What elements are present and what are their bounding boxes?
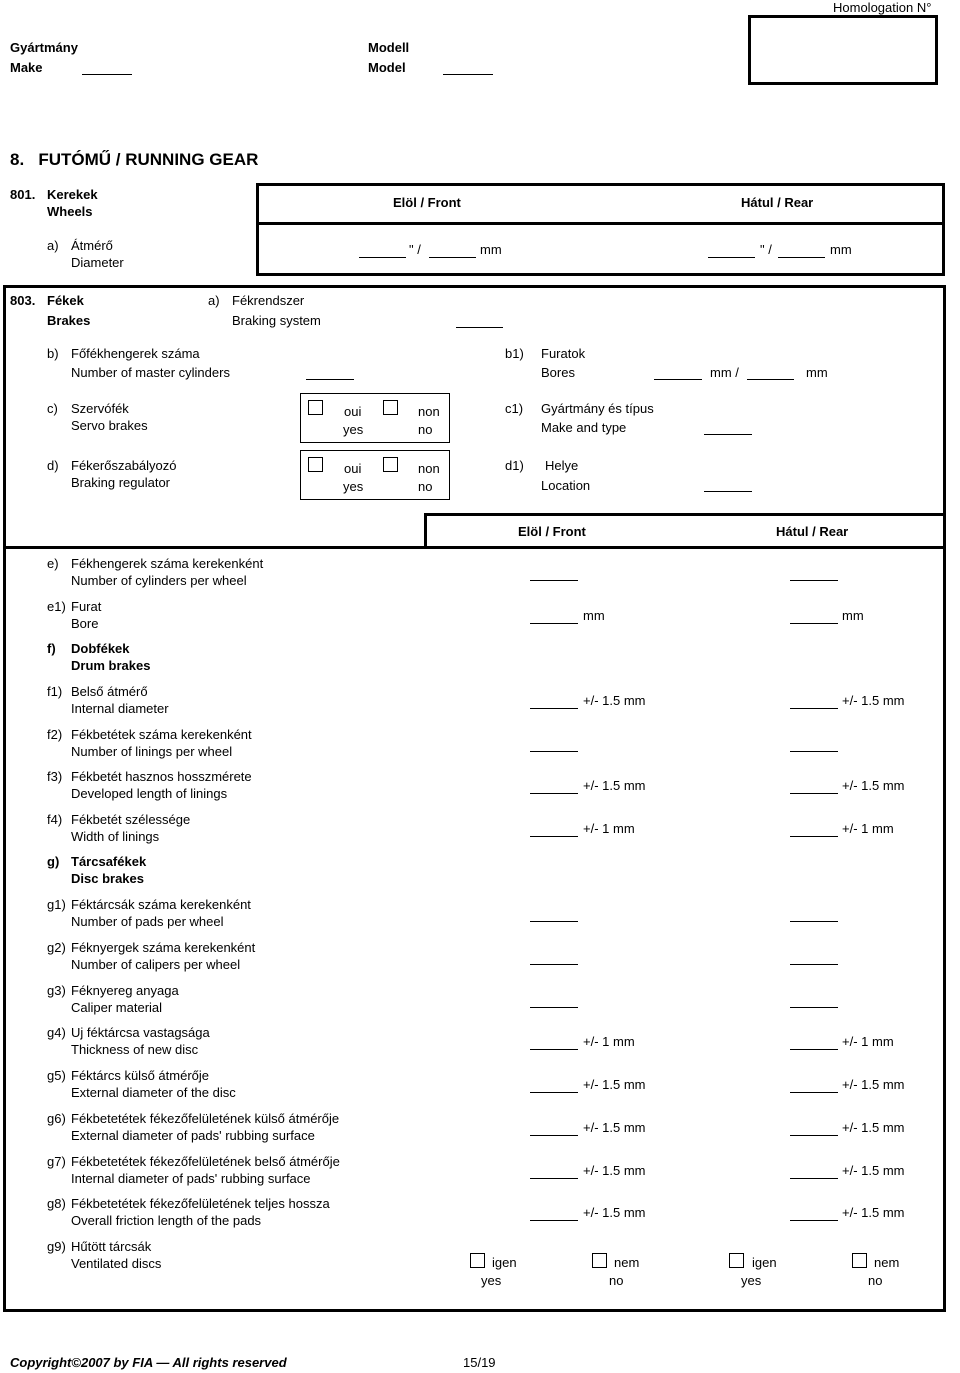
front-value-field[interactable] [530, 1220, 578, 1221]
model-label-hu: Modell [368, 40, 410, 55]
footer-copyright: Copyright©2007 by FIA — All rights reserved [10, 1355, 287, 1370]
row-label-en: Number of linings per wheel [71, 744, 233, 759]
row-label-hu: Uj féktárcsa vastagsága [71, 1025, 210, 1040]
servo-make-en: Make and type [541, 420, 627, 435]
rear-unit-label: +/- 1.5 mm [842, 1120, 905, 1135]
row-label-hu: Belső átmérő [71, 684, 148, 699]
servo-make-field[interactable] [704, 434, 752, 435]
braking-system-en: Braking system [232, 313, 321, 328]
row-label-en: Caliper material [71, 1000, 163, 1015]
front-mm-unit: mm [480, 242, 502, 257]
front-value-field[interactable] [530, 921, 578, 922]
rear-ventilated-no-checkbox[interactable] [852, 1253, 867, 1268]
row-label-en: Number of pads per wheel [71, 914, 224, 929]
row-prefix: g6) [47, 1111, 66, 1126]
row-prefix: e) [47, 556, 59, 571]
bores-mm-slash: mm / [710, 365, 739, 380]
rear-igen: igen [752, 1255, 777, 1270]
row-prefix: f4) [47, 812, 63, 827]
wheels-front-header: Elöl / Front [393, 195, 461, 210]
section-title: 8. FUTÓMŰ / RUNNING GEAR [10, 150, 259, 169]
front-nem: nem [614, 1255, 640, 1270]
servo-make-hu: Gyártmány és típus [541, 401, 654, 416]
row-label-hu: Féknyergek száma kerekenként [71, 940, 256, 955]
servo-no: no [418, 422, 433, 437]
make-field[interactable] [82, 74, 132, 75]
rear-diameter-mm-field[interactable] [778, 257, 825, 258]
regulator-yes: yes [343, 479, 364, 494]
rear-value-field[interactable] [790, 964, 838, 965]
rear-unit-label: +/- 1.5 mm [842, 1077, 905, 1092]
row-label-en: Number of calipers per wheel [71, 957, 241, 972]
servo-oui: oui [344, 404, 362, 419]
front-value-field[interactable] [530, 623, 578, 624]
front-value-field[interactable] [530, 1178, 578, 1179]
bores-field-2[interactable] [747, 379, 794, 380]
rear-value-field[interactable] [790, 793, 838, 794]
front-value-field[interactable] [530, 1092, 578, 1093]
front-inch-sep: " / [409, 242, 421, 257]
master-cyl-prefix: b) [47, 346, 59, 361]
rear-value-field[interactable] [790, 1049, 838, 1050]
rear-unit-label: +/- 1.5 mm [842, 778, 905, 793]
rear-value-field[interactable] [790, 1220, 838, 1221]
table-left-line [424, 513, 427, 549]
front-value-field[interactable] [530, 1007, 578, 1008]
front-value-field[interactable] [530, 1135, 578, 1136]
bores-en: Bores [541, 365, 575, 380]
regulator-hu: Fékerőszabályozó [71, 458, 177, 473]
braking-system-hu: Fékrendszer [232, 293, 305, 308]
front-igen: igen [492, 1255, 517, 1270]
row-label-en: External diameter of the disc [71, 1085, 236, 1100]
model-field[interactable] [443, 74, 493, 75]
bores-prefix: b1) [505, 346, 524, 361]
row-label-en: Bore [71, 616, 99, 631]
row-label-hu: Dobfékek [71, 641, 130, 656]
row-prefix: f1) [47, 684, 63, 699]
rear-mm-unit: mm [830, 242, 852, 257]
footer-page-number: 15/19 [463, 1355, 496, 1370]
rear-value-field[interactable] [790, 1007, 838, 1008]
front-value-field[interactable] [530, 793, 578, 794]
make-label-hu: Gyártmány [10, 40, 78, 55]
bores-field-1[interactable] [654, 379, 702, 380]
row-prefix: g9) [47, 1239, 66, 1254]
row-label-hu: Fékhengerek száma kerekenként [71, 556, 264, 571]
row-label-en: Developed length of linings [71, 786, 228, 801]
rear-ventilated-yes-checkbox[interactable] [729, 1253, 744, 1268]
regulator-yes-checkbox[interactable] [308, 457, 323, 472]
row-label-en: Drum brakes [71, 658, 151, 673]
regulator-prefix: d) [47, 458, 59, 473]
regulator-location-field[interactable] [704, 491, 752, 492]
row-prefix: g7) [47, 1154, 66, 1169]
front-unit-label: +/- 1.5 mm [583, 1077, 646, 1092]
row-prefix: g) [47, 854, 60, 869]
regulator-location-prefix: d1) [505, 458, 524, 473]
rear-value-field[interactable] [790, 708, 838, 709]
homologation-box [748, 15, 938, 85]
model-label-en: Model [368, 60, 406, 75]
braking-system-field[interactable] [456, 327, 503, 328]
wheels-num: 801. [10, 187, 36, 202]
wheels-label-hu: Kerekek [47, 187, 98, 202]
wheels-table-divider [256, 222, 945, 225]
brakes-label-en: Brakes [47, 313, 91, 328]
row-prefix: g4) [47, 1025, 66, 1040]
diameter-prefix: a) [47, 238, 59, 253]
row-label-en: Ventilated discs [71, 1256, 162, 1271]
row-label-en: Disc brakes [71, 871, 144, 886]
table-header-divider [3, 546, 946, 549]
servo-no-checkbox[interactable] [383, 400, 398, 415]
rear-value-field[interactable] [790, 623, 838, 624]
row-label-en: Internal diameter [71, 701, 169, 716]
bores-mm: mm [806, 365, 828, 380]
diameter-label-en: Diameter [71, 255, 124, 270]
row-label-hu: Fékbetétek száma kerekenként [71, 727, 252, 742]
front-unit-label: mm [583, 608, 605, 623]
rear-unit-label: mm [842, 608, 864, 623]
front-unit-label: +/- 1.5 mm [583, 1120, 646, 1135]
wheels-rear-header: Hátul / Rear [741, 195, 814, 210]
front-value-field[interactable] [530, 836, 578, 837]
rear-yes: yes [741, 1273, 762, 1288]
regulator-en: Braking regulator [71, 475, 170, 490]
row-label-hu: Féktárcsák száma kerekenként [71, 897, 251, 912]
regulator-location-hu: Helye [545, 458, 579, 473]
regulator-non: non [418, 461, 440, 476]
rear-inch-sep: " / [760, 242, 772, 257]
rear-no: no [868, 1273, 883, 1288]
row-label-hu: Fékbetét szélessége [71, 812, 191, 827]
rear-value-field[interactable] [790, 1135, 838, 1136]
front-unit-label: +/- 1.5 mm [583, 778, 646, 793]
rear-value-field[interactable] [790, 1178, 838, 1179]
servo-en: Servo brakes [71, 418, 148, 433]
rear-diameter-inch-field[interactable] [708, 257, 755, 258]
master-cyl-hu: Főfékhengerek száma [71, 346, 200, 361]
row-prefix: f) [47, 641, 56, 656]
front-ventilated-yes-checkbox[interactable] [470, 1253, 485, 1268]
front-yes: yes [481, 1273, 502, 1288]
row-label-hu: Féktárcs külső átmérője [71, 1068, 209, 1083]
table-rear-header: Hátul / Rear [776, 524, 849, 539]
row-label-en: Overall friction length of the pads [71, 1213, 262, 1228]
row-label-en: External diameter of pads' rubbing surface [71, 1128, 315, 1143]
rear-unit-label: +/- 1.5 mm [842, 1163, 905, 1178]
front-unit-label: +/- 1.5 mm [583, 1163, 646, 1178]
row-prefix: g3) [47, 983, 66, 998]
make-label-en: Make [10, 60, 43, 75]
front-value-field[interactable] [530, 708, 578, 709]
row-label-en: Internal diameter of pads' rubbing surface [71, 1171, 311, 1186]
servo-prefix: c) [47, 401, 58, 416]
servo-non: non [418, 404, 440, 419]
regulator-no-checkbox[interactable] [383, 457, 398, 472]
front-no: no [609, 1273, 624, 1288]
row-label-hu: Fékbetét hasznos hosszmérete [71, 769, 252, 784]
rear-unit-label: +/- 1.5 mm [842, 1205, 905, 1220]
row-prefix: g8) [47, 1196, 66, 1211]
row-prefix: f2) [47, 727, 63, 742]
front-diameter-mm-field[interactable] [429, 257, 476, 258]
front-value-field[interactable] [530, 751, 578, 752]
regulator-location-en: Location [541, 478, 591, 493]
table-top-line [424, 513, 946, 516]
rear-value-field[interactable] [790, 836, 838, 837]
diameter-label-hu: Átmérő [71, 238, 113, 253]
servo-make-prefix: c1) [505, 401, 524, 416]
servo-yes: yes [343, 422, 364, 437]
homologation-label: Homologation N° [833, 0, 932, 15]
rear-nem: nem [874, 1255, 900, 1270]
row-label-hu: Fékbetetétek fékezőfelületének teljes hossza [71, 1196, 330, 1211]
row-prefix: g5) [47, 1068, 66, 1083]
bores-hu: Furatok [541, 346, 586, 361]
front-value-field[interactable] [530, 964, 578, 965]
rear-unit-label: +/- 1 mm [842, 1034, 894, 1049]
regulator-no: no [418, 479, 433, 494]
front-unit-label: +/- 1 mm [583, 1034, 635, 1049]
row-label-hu: Féknyereg anyaga [71, 983, 179, 998]
rear-unit-label: +/- 1.5 mm [842, 693, 905, 708]
front-diameter-inch-field[interactable] [359, 257, 406, 258]
master-cyl-en: Number of master cylinders [71, 365, 230, 380]
brakes-label-hu: Fékek [47, 293, 84, 308]
servo-hu: Szervófék [71, 401, 129, 416]
rear-value-field[interactable] [790, 751, 838, 752]
rear-value-field[interactable] [790, 580, 838, 581]
table-front-header: Elöl / Front [518, 524, 586, 539]
brakes-num: 803. [10, 293, 36, 308]
row-label-hu: Fékbetetétek fékezőfelületének belső átmérője [71, 1154, 340, 1169]
wheels-label-en: Wheels [47, 204, 93, 219]
regulator-oui: oui [344, 461, 362, 476]
row-prefix: e1) [47, 599, 66, 614]
front-ventilated-no-checkbox[interactable] [592, 1253, 607, 1268]
row-label-hu: Fékbetetétek fékezőfelületének külső átmérője [71, 1111, 340, 1126]
row-label-hu: Hűtött tárcsák [71, 1239, 152, 1254]
row-label-en: Width of linings [71, 829, 160, 844]
braking-system-prefix: a) [208, 293, 220, 308]
row-label-en: Thickness of new disc [71, 1042, 199, 1057]
row-prefix: g1) [47, 897, 66, 912]
wheels-table [256, 183, 945, 276]
front-value-field[interactable] [530, 1049, 578, 1050]
row-prefix: g2) [47, 940, 66, 955]
front-unit-label: +/- 1.5 mm [583, 693, 646, 708]
servo-yes-checkbox[interactable] [308, 400, 323, 415]
rear-value-field[interactable] [790, 921, 838, 922]
row-prefix: f3) [47, 769, 63, 784]
front-unit-label: +/- 1.5 mm [583, 1205, 646, 1220]
rear-unit-label: +/- 1 mm [842, 821, 894, 836]
rear-value-field[interactable] [790, 1092, 838, 1093]
row-label-en: Number of cylinders per wheel [71, 573, 247, 588]
row-label-hu: Tárcsafékek [71, 854, 147, 869]
front-value-field[interactable] [530, 580, 578, 581]
front-unit-label: +/- 1 mm [583, 821, 635, 836]
row-label-hu: Furat [71, 599, 102, 614]
master-cyl-field[interactable] [306, 379, 354, 380]
